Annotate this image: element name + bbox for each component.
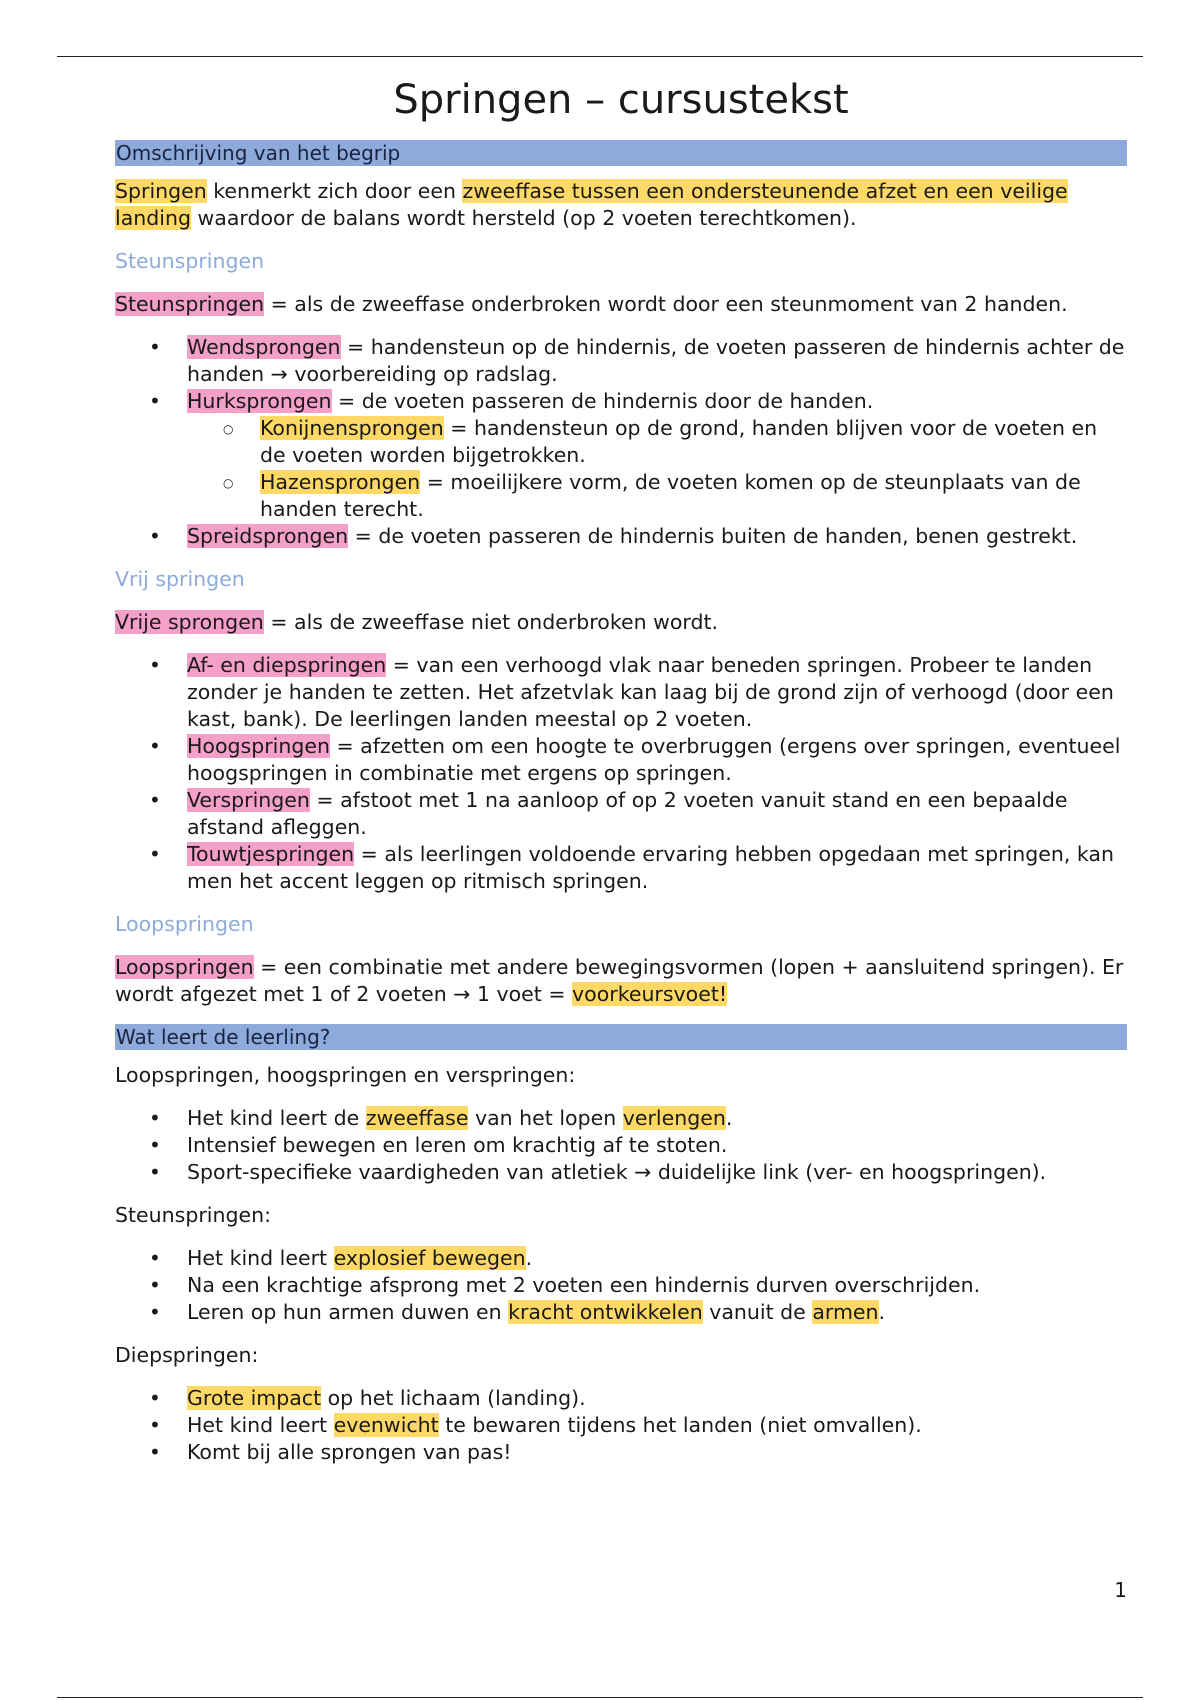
top-rule bbox=[57, 56, 1143, 57]
text-span: = een combinatie met andere bewegingsvormen (lopen + aansluitend springen). Er wordt afgezet met 1 of 2 voeten → 1 voet = bbox=[115, 955, 1124, 1006]
text-span: = handensteun op de hindernis, de voeten passeren de hindernis achter de handen → voorbereiding op radslag. bbox=[187, 335, 1125, 386]
highlight-term: kracht ontwikkelen bbox=[508, 1300, 703, 1324]
definition-vrije-sprongen bbox=[115, 609, 1127, 636]
list-item bbox=[115, 652, 1127, 733]
text-span: waardoor de balans wordt hersteld (op 2 voeten terechtkomen). bbox=[190, 206, 857, 230]
list-steunspringen bbox=[115, 334, 1127, 550]
text-span: = afstoot met 1 na aanloop of op 2 voeten vanuit stand en een bepaalde afstand afleggen. bbox=[187, 788, 1068, 839]
highlight-term: Springen bbox=[115, 179, 207, 203]
text-span: kenmerkt zich door een bbox=[206, 179, 463, 203]
list-item bbox=[115, 733, 1127, 787]
list-item bbox=[115, 1385, 1127, 1412]
list-item: • Na een krachtige afsprong met 2 voeten een hindernis durven overschrijden. bbox=[115, 1272, 1127, 1299]
list-item bbox=[115, 1299, 1127, 1326]
highlight-term: explosief bewegen bbox=[333, 1246, 526, 1270]
definition-loopspringen bbox=[115, 954, 1127, 1008]
leer-intro-loopspringen: Loopspringen, hoogspringen en verspringen: bbox=[115, 1063, 576, 1087]
highlight-term: armen bbox=[812, 1300, 879, 1324]
text-span: = als de zweeffase niet onderbroken wordt. bbox=[263, 610, 719, 634]
list-leer-diepspringen bbox=[115, 1385, 1127, 1466]
highlight-term: Wendsprongen bbox=[187, 335, 341, 359]
highlight-term: Spreidsprongen bbox=[187, 524, 349, 548]
leer-intro-steunspringen: Steunspringen: bbox=[115, 1203, 271, 1227]
sublist-hurksprongen bbox=[187, 415, 1127, 523]
highlight-term: verlengen bbox=[622, 1106, 726, 1130]
text-span: vanuit de bbox=[702, 1300, 813, 1324]
list-item: • Intensief bewegen en leren om krachtig af te stoten. bbox=[115, 1132, 1127, 1159]
highlight-term: voorkeursvoet! bbox=[572, 982, 728, 1006]
highlight-term: zweeffase tussen een ondersteunende afzet en een veilige landing bbox=[115, 179, 1068, 230]
highlight-term: Verspringen bbox=[187, 788, 310, 812]
list-item bbox=[115, 334, 1127, 388]
section-heading-wat-leert: Wat leert de leerling? bbox=[115, 1024, 1127, 1050]
highlight-term: Steunspringen bbox=[115, 292, 265, 316]
list-item: • Komt bij alle sprongen van pas! bbox=[115, 1439, 1127, 1466]
text-span: . bbox=[525, 1246, 533, 1270]
list-vrij-springen bbox=[115, 652, 1127, 895]
highlight-term: Loopspringen bbox=[115, 955, 254, 979]
list-item bbox=[115, 469, 1127, 523]
page-number: 1 bbox=[1114, 1578, 1127, 1602]
highlight-term: Vrije sprongen bbox=[115, 610, 264, 634]
list-item bbox=[115, 388, 1127, 523]
highlight-term: Grote impact bbox=[187, 1386, 322, 1410]
text-span: = moeilijkere vorm, de voeten komen op de steunplaats van de handen terecht. bbox=[260, 470, 1081, 521]
highlight-term: Af- en diepspringen bbox=[187, 653, 387, 677]
intro-paragraph bbox=[115, 178, 1127, 232]
text-span: Het kind leert bbox=[187, 1246, 334, 1270]
text-span: Het kind leert de bbox=[187, 1106, 366, 1130]
text-span: van het lopen bbox=[468, 1106, 623, 1130]
document-title: Springen – cursustekst bbox=[393, 77, 849, 123]
highlight-term: Touwtjespringen bbox=[187, 842, 355, 866]
subheading-vrij-springen: Vrij springen bbox=[115, 567, 245, 591]
subheading-loopspringen: Loopspringen bbox=[115, 912, 254, 936]
text-span: = als leerlingen voldoende ervaring hebben opgedaan met springen, kan men het accent leggen op ritmisch springen. bbox=[187, 842, 1114, 893]
text-span: = van een verhoogd vlak naar beneden springen. Probeer te landen zonder je handen te zetten. Het afzetvlak kan laag bij de grond zijn of verhoogd (door een kast, bank). De leerlingen landen meestal op 2 voeten. bbox=[187, 653, 1114, 731]
text-span: Het kind leert bbox=[187, 1413, 334, 1437]
subheading-steunspringen: Steunspringen bbox=[115, 249, 265, 273]
list-item bbox=[115, 415, 1127, 469]
highlight-term: Hazensprongen bbox=[260, 470, 421, 494]
text-span: = de voeten passeren de hindernis door de handen. bbox=[331, 389, 874, 413]
list-leer-steunspringen bbox=[115, 1245, 1127, 1326]
highlight-term: Konijnensprongen bbox=[260, 416, 444, 440]
list-item bbox=[115, 1412, 1127, 1439]
leer-intro-diepspringen: Diepspringen: bbox=[115, 1343, 259, 1367]
highlight-term: Hurksprongen bbox=[187, 389, 332, 413]
highlight-term: zweeffase bbox=[365, 1106, 469, 1130]
list-item bbox=[115, 1105, 1127, 1132]
text-span: Leren op hun armen duwen en bbox=[187, 1300, 509, 1324]
text-span: op het lichaam (landing). bbox=[321, 1386, 586, 1410]
text-span: = afzetten om een hoogte te overbruggen (ergens over springen, eventueel hoogspringen in combinatie met ergens op springen. bbox=[187, 734, 1121, 785]
list-item bbox=[115, 1245, 1127, 1272]
highlight-term: Hoogspringen bbox=[187, 734, 330, 758]
text-span: = de voeten passeren de hindernis buiten de handen, benen gestrekt. bbox=[348, 524, 1078, 548]
text-span: . bbox=[725, 1106, 733, 1130]
text-span: te bewaren tijdens het landen (niet omvallen). bbox=[438, 1413, 922, 1437]
list-item bbox=[115, 841, 1127, 895]
definition-steunspringen bbox=[115, 291, 1127, 318]
text-span: . bbox=[878, 1300, 886, 1324]
highlight-term: evenwicht bbox=[333, 1413, 439, 1437]
text-span: = handensteun op de grond, handen blijven voor de voeten en de voeten worden bijgetrokken. bbox=[260, 416, 1098, 467]
text-span: = als de zweeffase onderbroken wordt door een steunmoment van 2 handen. bbox=[264, 292, 1068, 316]
list-item bbox=[115, 787, 1127, 841]
list-item bbox=[115, 523, 1127, 550]
list-leer-loopspringen bbox=[115, 1105, 1127, 1186]
section-heading-omschrijving: Omschrijving van het begrip bbox=[115, 140, 1127, 166]
list-item: • Sport-specifieke vaardigheden van atletiek → duidelijke link (ver- en hoogspringen). bbox=[115, 1159, 1127, 1186]
bottom-rule bbox=[57, 1697, 1143, 1698]
document-page bbox=[115, 66, 1127, 1482]
